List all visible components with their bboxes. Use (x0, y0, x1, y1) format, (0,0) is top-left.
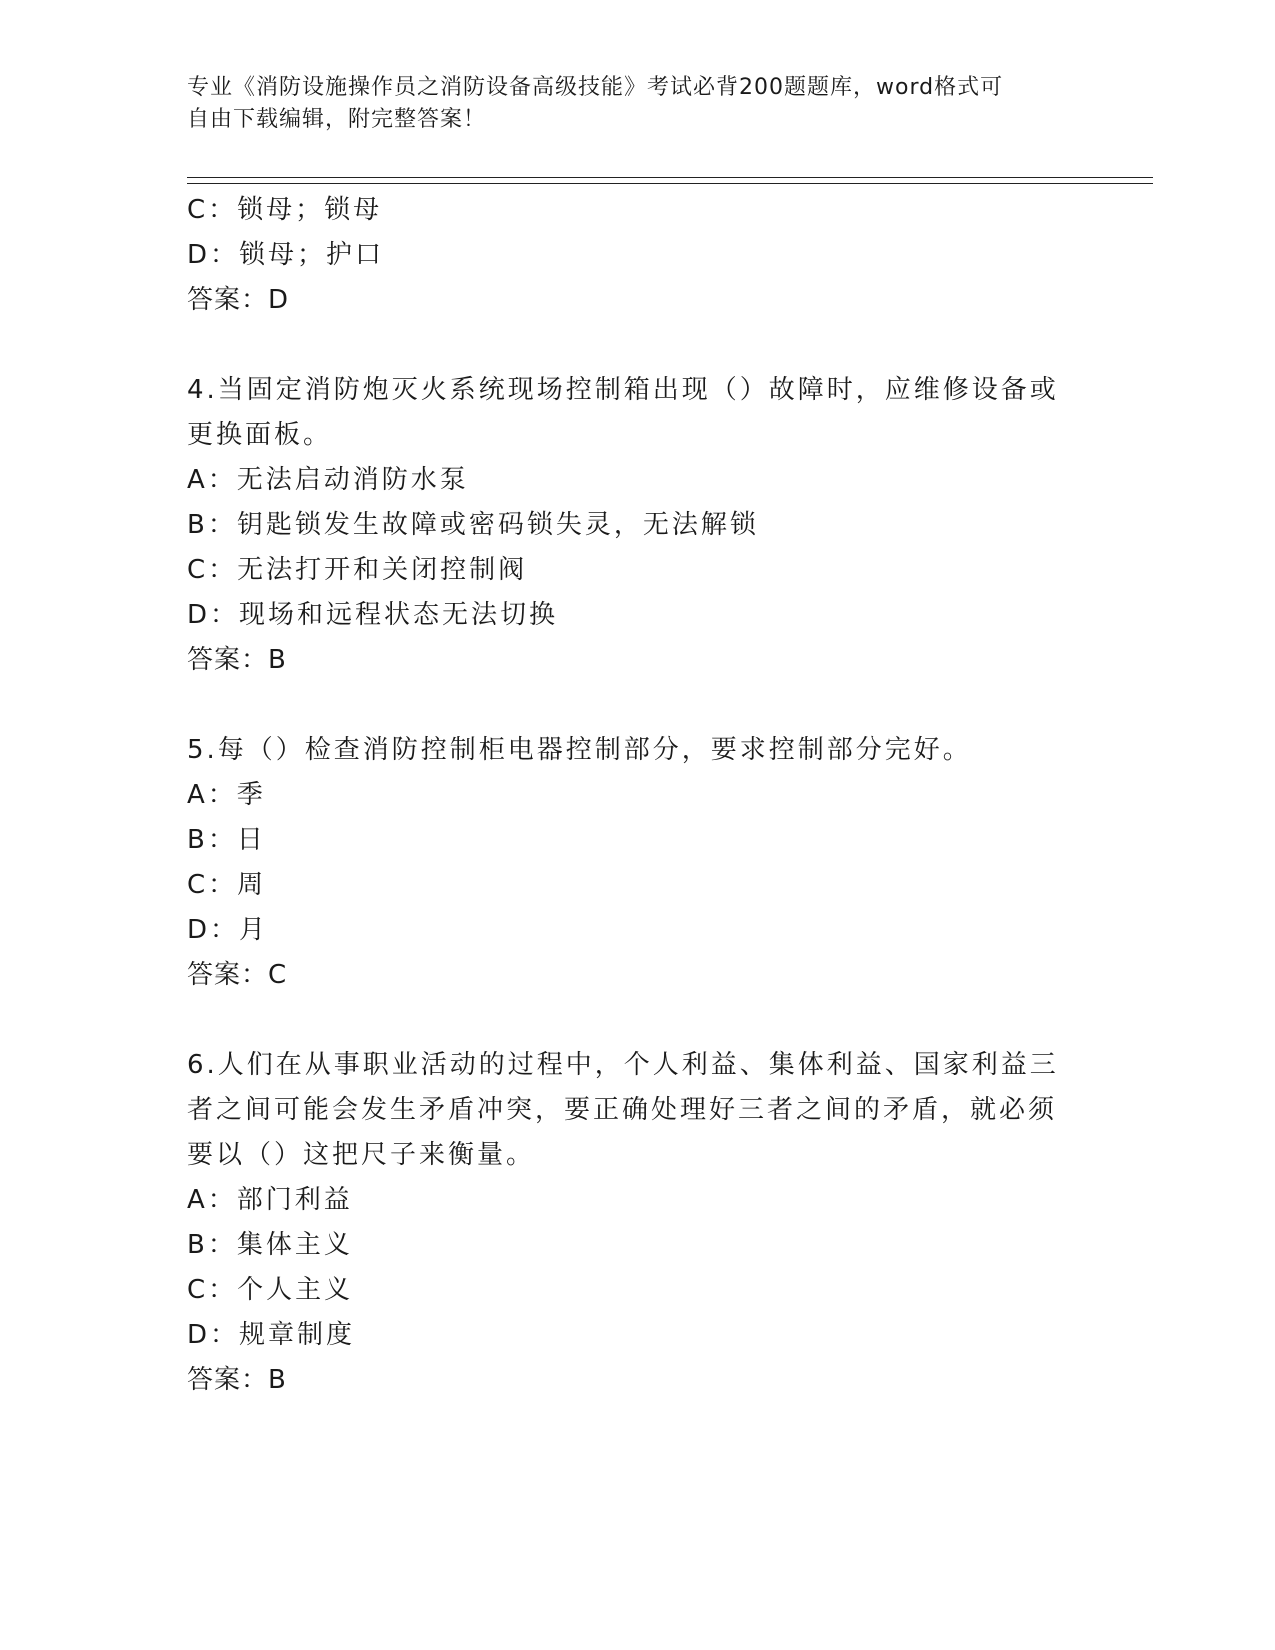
q4-stem-line-1: 4.当固定消防炮灭火系统现场控制箱出现（）故障时，应维修设备或 (187, 375, 1059, 405)
q6-option-b: B：集体主义 (187, 1230, 353, 1260)
header-divider-bottom (187, 183, 1153, 184)
header-line-1: 专业《消防设施操作员之消防设备高级技能》考试必背200题题库，word格式可 (187, 75, 1004, 100)
q6-stem-line-3: 要以（）这把尺子来衡量。 (187, 1140, 536, 1170)
q4-stem-line-2: 更换面板。 (187, 420, 333, 450)
header-divider-top (187, 177, 1153, 178)
q4-answer: 答案：B (187, 645, 287, 675)
q6-stem-line-1: 6.人们在从事职业活动的过程中，个人利益、集体利益、国家利益三 (187, 1050, 1059, 1080)
q6-option-d: D：规章制度 (187, 1320, 356, 1350)
q5-answer: 答案：C (187, 960, 288, 990)
q3-answer: 答案：D (187, 285, 290, 315)
document-header (187, 72, 1067, 136)
q5-option-b: B：日 (187, 825, 266, 855)
q5-option-d: D：月 (187, 915, 269, 945)
q4-option-c: C：无法打开和关闭控制阀 (187, 555, 528, 585)
q6-answer: 答案：B (187, 1365, 287, 1395)
q6-stem-line-2: 者之间可能会发生矛盾冲突，要正确处理好三者之间的矛盾，就必须 (187, 1095, 1058, 1125)
q5-stem-line-1: 5.每（）检查消防控制柜电器控制部分，要求控制部分完好。 (187, 735, 972, 765)
q6-option-a: A：部门利益 (187, 1185, 353, 1215)
q5-option-c: C：周 (187, 870, 267, 900)
q4-option-d: D：现场和远程状态无法切换 (187, 600, 559, 630)
q6-option-c: C：个人主义 (187, 1275, 354, 1305)
q4-option-a: A：无法启动消防水泵 (187, 465, 469, 495)
q5-option-a: A：季 (187, 780, 266, 810)
q3-option-c: C：锁母；锁母 (187, 195, 383, 225)
header-line-2: 自由下载编辑，附完整答案！ (187, 107, 487, 132)
q3-option-d: D：锁母；护口 (187, 240, 385, 270)
q4-option-b: B：钥匙锁发生故障或密码锁失灵，无法解锁 (187, 510, 759, 540)
